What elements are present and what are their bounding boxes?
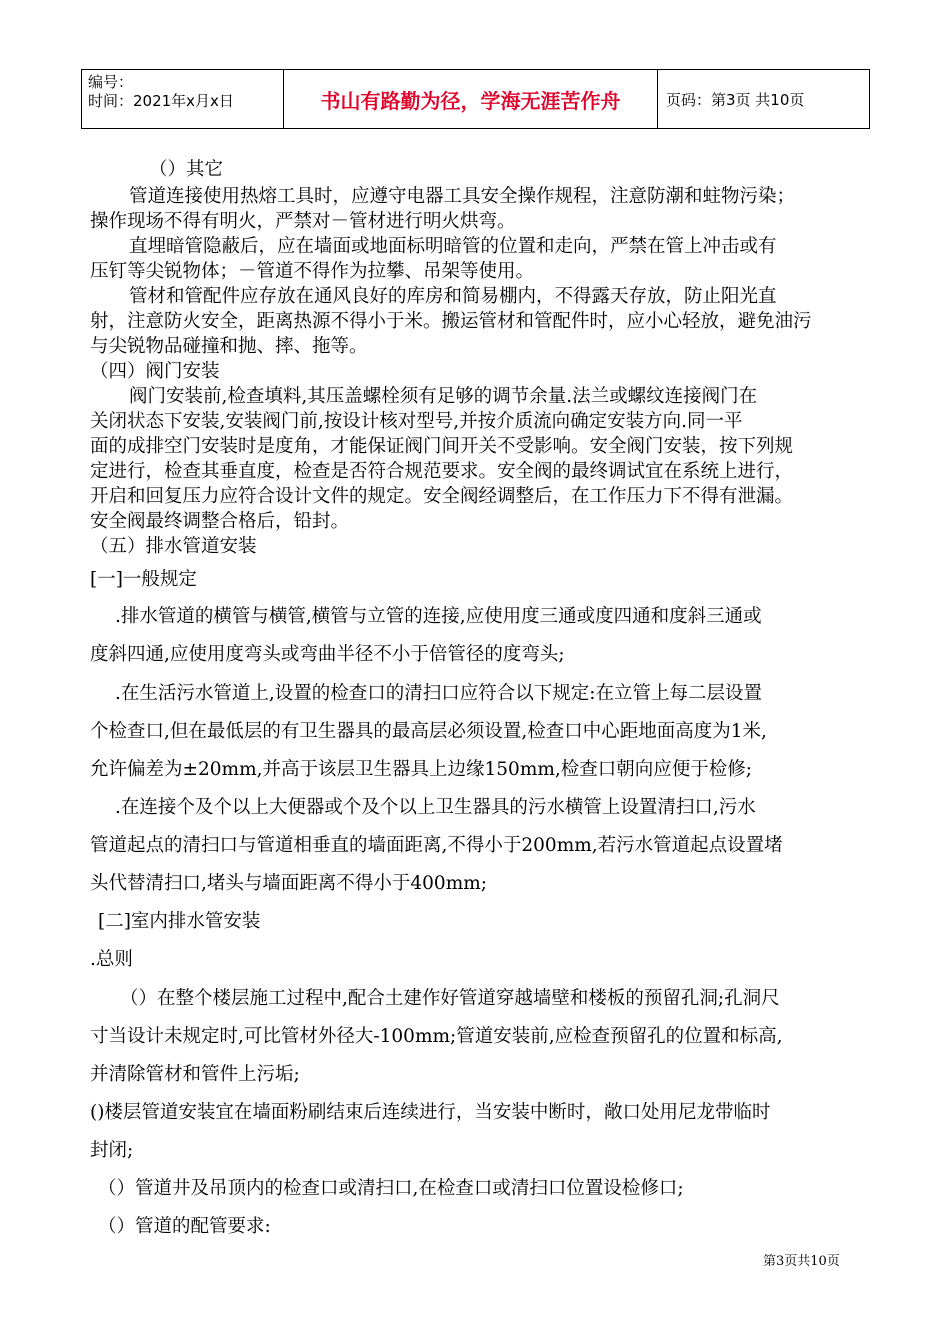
text-line: .在连接个及个以上大便器或个及个以上卫生器具的污水横管上设置清扫口,污水 xyxy=(115,797,756,818)
header-meta xyxy=(82,70,284,128)
text-line: 阀门安装前,检查填料,其压盖螺栓须有足够的调节余量.法兰或螺纹连接阀门在 xyxy=(129,386,758,407)
text-line: 封闭; xyxy=(90,1140,134,1161)
text-line: 管材和管配件应存放在通风良好的库房和简易棚内，不得露天存放，防止阳光直 xyxy=(129,286,777,307)
header-motto: 书山有路勤为径，学海无涯苦作舟 xyxy=(284,70,658,128)
text-line: 定进行，检查其垂直度，检查是否符合规范要求。安全阀的最终调试宜在系统上进行， xyxy=(90,461,794,482)
text-line: 开启和回复压力应符合设计文件的规定。安全阀经调整后，在工作压力下不得有泄漏。 xyxy=(90,486,794,507)
text-line: 关闭状态下安装,安装阀门前,按设计核对型号,并按介质流向确定安装方向.同一平 xyxy=(90,411,743,432)
text-line: 个检查口,但在最低层的有卫生器具的最高层必须设置,检查口中心距地面高度为1米, xyxy=(90,721,767,742)
page-footer: 第3页共10页 xyxy=(763,1254,840,1269)
text-line: 直埋暗管隐蔽后，应在墙面或地面标明暗管的位置和走向，严禁在管上冲击或有 xyxy=(129,236,777,257)
text-line: 允许偏差为±20mm,并高于该层卫生器具上边缘150mm,检查口朝向应便于检修; xyxy=(90,759,753,780)
date-label: 时间：2021年x月x日 xyxy=(88,92,234,110)
text-line: 面的成排空门安装时是度角，才能保证阀门间开关不受影响。安全阀门安装，按下列规 xyxy=(90,436,794,457)
text-line: 并清除管材和管件上污垢; xyxy=(90,1064,300,1085)
text-line: .总则 xyxy=(90,949,133,970)
text-line: 与尖锐物品碰撞和抛、摔、拖等。 xyxy=(90,336,368,357)
subsection-heading: [一]一般规定 xyxy=(90,569,197,590)
text-line: 管道连接使用热熔工具时，应遵守电器工具安全操作规程，注意防潮和蛀物污染； xyxy=(129,186,796,207)
text-line: 头代替清扫口,堵头与墙面距离不得小于400mm; xyxy=(90,873,488,894)
page-header xyxy=(81,69,870,129)
text-line: 度斜四通,应使用度弯头或弯曲半径不小于倍管径的度弯头; xyxy=(90,644,565,665)
number-label: 编号： xyxy=(88,73,134,91)
text-line: （）在整个楼层施工过程中,配合土建作好管道穿越墙壁和楼板的预留孔洞;孔洞尺 xyxy=(120,988,780,1009)
text-line: （）管道井及吊顶内的检查口或清扫口,在检查口或清扫口位置设检修口; xyxy=(98,1178,684,1199)
section-heading: （五）排水管道安装 xyxy=(90,536,257,557)
subsection-heading: [二]室内排水管安装 xyxy=(98,911,261,932)
text-line: 安全阀最终调整合格后，铅封。 xyxy=(90,511,350,532)
text-line: 寸当设计未规定时,可比管材外径大-100mm;管道安装前,应检查预留孔的位置和标高, xyxy=(90,1026,783,1047)
text-line: （）其它 xyxy=(149,159,224,180)
text-line: 操作现场不得有明火，严禁对－管材进行明火烘弯。 xyxy=(90,211,516,232)
text-line: ()楼层管道安装宜在墙面粉刷结束后连续进行，当安装中断时，敞口处用尼龙带临时 xyxy=(90,1102,771,1123)
text-line: 射，注意防火安全，距离热源不得小于米。搬运管材和管配件时，应小心轻放，避免油污 xyxy=(90,311,812,332)
text-line: （）管道的配管要求: xyxy=(98,1216,271,1237)
text-line: .排水管道的横管与横管,横管与立管的连接,应使用度三通或度四通和度斜三通或 xyxy=(115,606,762,627)
header-page-info: 页码：第3页 共10页 xyxy=(666,90,805,109)
text-line: 压钉等尖锐物体；－管道不得作为拉攀、吊架等使用。 xyxy=(90,261,535,282)
section-heading: （四）阀门安装 xyxy=(90,361,220,382)
text-line: 管道起点的清扫口与管道相垂直的墙面距离,不得小于200mm,若污水管道起点设置堵 xyxy=(90,835,783,856)
text-line: .在生活污水管道上,设置的检查口的清扫口应符合以下规定:在立管上每二层设置 xyxy=(115,683,762,704)
